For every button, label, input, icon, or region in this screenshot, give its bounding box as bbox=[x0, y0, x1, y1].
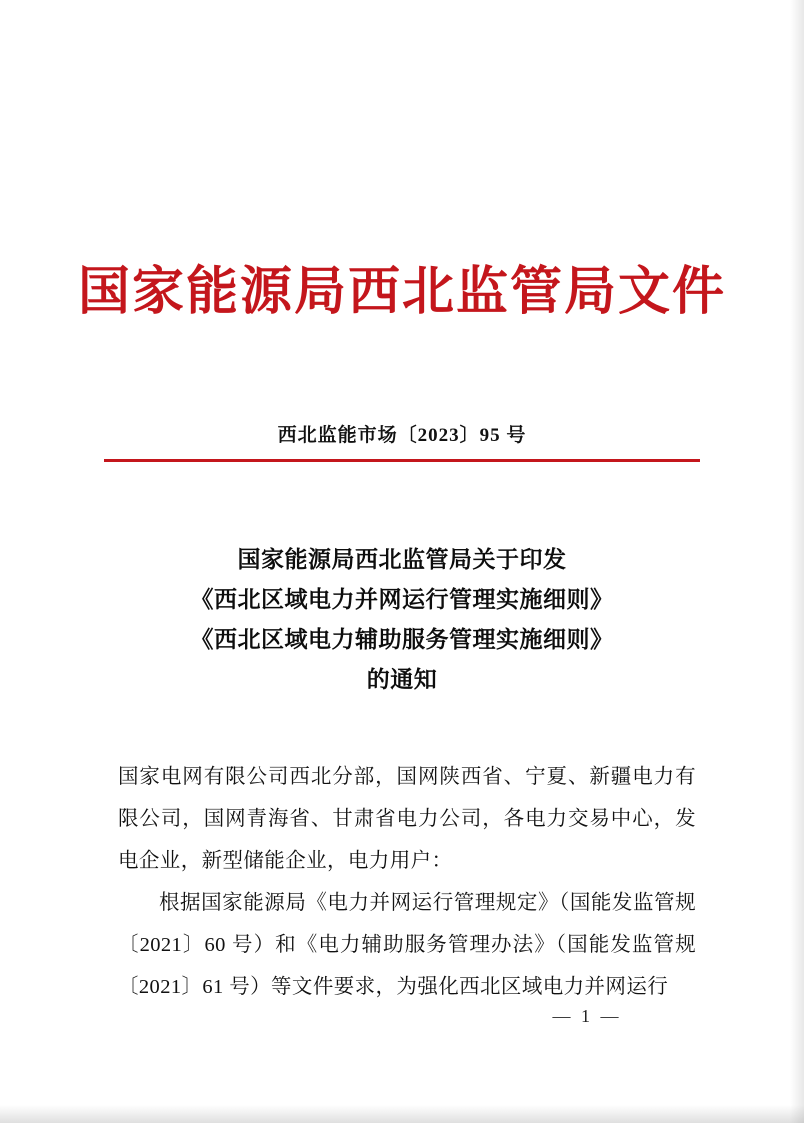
title-line-2: 《西北区域电力并网运行管理实施细则》 bbox=[190, 587, 614, 612]
page-number: — 1 — bbox=[552, 1006, 622, 1026]
masthead-title: 国家能源局西北监管局文件 bbox=[77, 261, 726, 322]
scan-edge-shading-bottom bbox=[0, 1105, 804, 1123]
document-title bbox=[112, 540, 692, 700]
title-line-1: 国家能源局西北监管局关于印发 bbox=[237, 547, 567, 572]
scan-edge-shading-right bbox=[790, 0, 804, 1123]
document-body bbox=[118, 756, 696, 1008]
title-line-3: 《西北区域电力辅助服务管理实施细则》 bbox=[190, 627, 614, 652]
title-line-4: 的通知 bbox=[366, 667, 438, 692]
body-recipients: 国家电网有限公司西北分部，国网陕西省、宁夏、新疆电力有限公司，国网青海省、甘肃省电力公司，各电力交易中心，发电企业，新型储能企业，电力用户： bbox=[118, 766, 696, 872]
document-number: 西北监能市场〔2023〕95 号 bbox=[277, 425, 527, 446]
red-divider-rule bbox=[104, 459, 700, 462]
body-paragraph-1: 根据国家能源局《电力并网运行管理规定》（国能发监管规〔2021〕60 号）和《电力辅助服务管理办法》（国能发监管规〔2021〕61 号）等文件要求，为强化西北区域电力并网运行 bbox=[118, 892, 696, 998]
